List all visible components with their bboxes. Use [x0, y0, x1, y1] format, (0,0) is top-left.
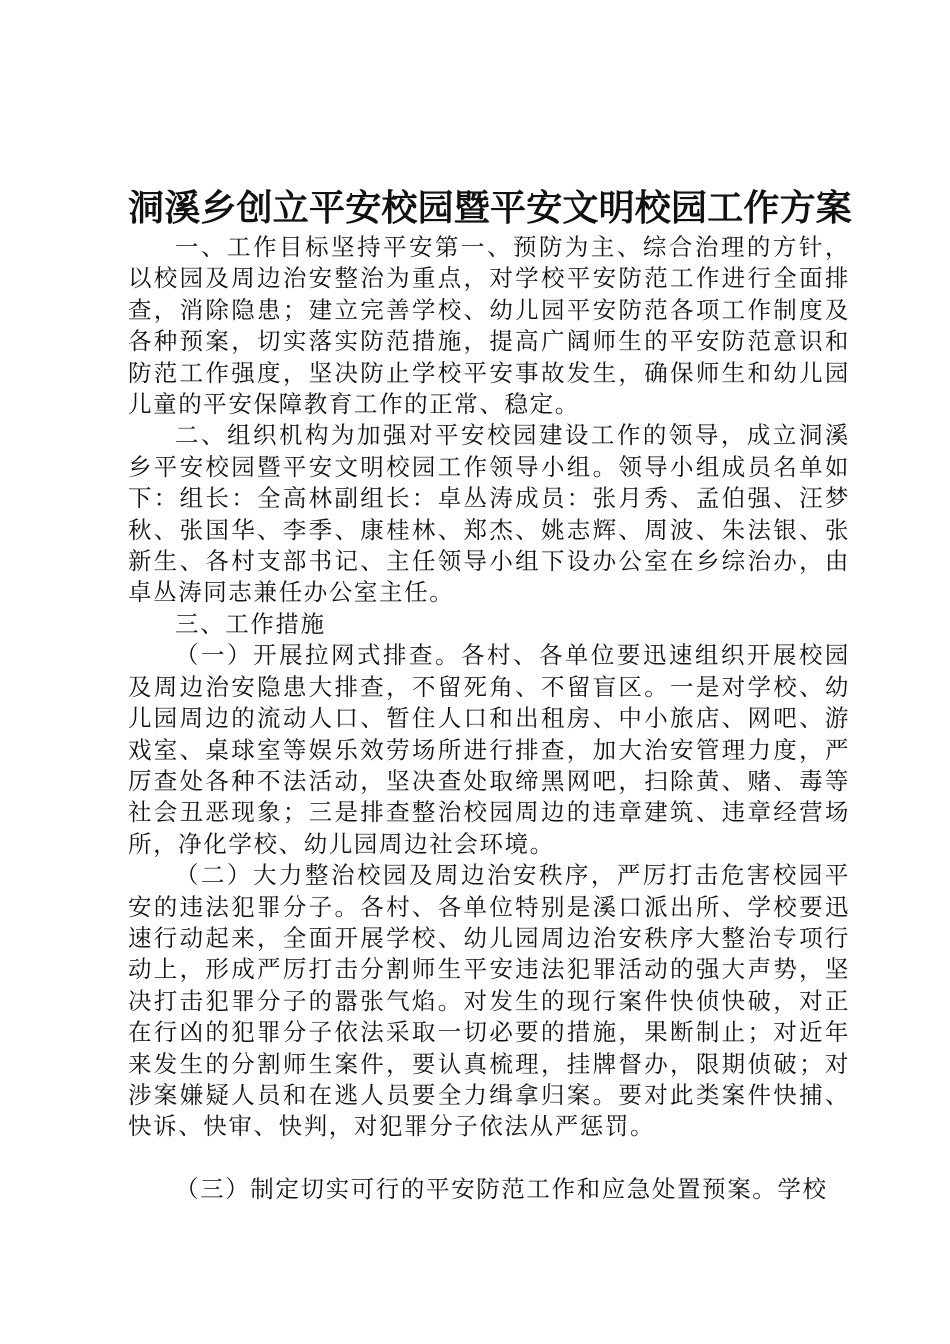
- document-body: [128, 232, 850, 1205]
- document-title: 洞溪乡创立平安校园暨平安文明校园工作方案: [128, 187, 853, 229]
- paragraph-measure-2: （二）大力整治校园及周边治安秩序，严厉打击危害校园平安的违法犯罪分子。各村、各单位特别是溪口派出所、学校要迅速行动起来，全面开展学校、幼儿园周边治安秩序大整治专项行动上，形成严厉打击分割师生平安违法犯罪活动的强大声势，坚决打击犯罪分子的嚣张气焰。对发生的现行案件快侦快破，对正在行凶的犯罪分子依法采取一切必要的措施，果断制止；对近年来发生的分割师生案件，要认真梳理，挂牌督办，限期侦破；对涉案嫌疑人员和在逃人员要全力缉拿归案。要对此类案件快捕、快诉、快审、快判，对犯罪分子依法从严惩罚。: [128, 861, 850, 1141]
- paragraph-measure-3: （三）制定切实可行的平安防范工作和应急处置预案。学校: [175, 1174, 828, 1203]
- section-heading-work-measures: 三、工作措施: [175, 609, 326, 638]
- paragraph-organization: 二、组织机构为加强对平安校园建设工作的领导，成立洞溪乡平安校园暨平安文明校园工作领导小组。领导小组成员名单如下：组长：全高林副组长：卓丛涛成员：张月秀、孟伯强、汪梦秋、张国华、李季、康桂林、郑杰、姚志辉、周波、朱法银、张新生、各村支部书记、主任领导小组下设办公室在乡综治办，由卓丛涛同志兼任办公室主任。: [128, 421, 850, 607]
- paragraph-work-goal: 一、工作目标坚持平安第一、预防为主、综合治理的方针，以校园及周边治安整治为重点，对学校平安防范工作进行全面排查，消除隐患；建立完善学校、幼儿园平安防范各项工作制度及各种预案，切实落实防范措施，提高广阔师生的平安防范意识和防范工作强度，坚决防止学校平安事故发生，确保师生和幼儿园儿童的平安保障教育工作的正常、稳定。: [128, 233, 850, 419]
- paragraph-measure-1: （一）开展拉网式排查。各村、各单位要迅速组织开展校园及周边治安隐患大排查，不留死角、不留盲区。一是对学校、幼儿园周边的流动人口、暂住人口和出租房、中小旅店、网吧、游戏室、桌球室等娱乐效劳场所进行排查，加大治安管理力度，严厉查处各种不法活动，坚决查处取缔黑网吧，扫除黄、赌、毒等社会丑恶现象；三是排查整治校园周边的违章建筑、违章经营场所，净化学校、幼儿园周边社会环境。: [128, 641, 850, 858]
